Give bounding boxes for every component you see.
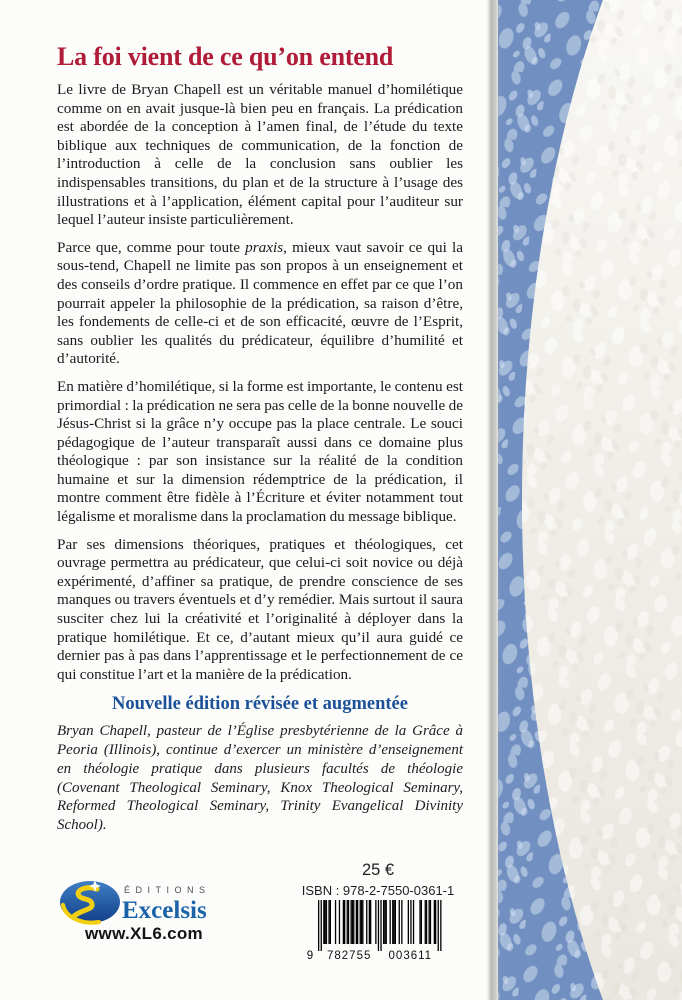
cover-side-band	[486, 0, 682, 1000]
body-paragraph: Par ses dimensions théoriques, pratiques et théologiques, cet ouvrage permettra au prédicateur, que celui-ci soit novice ou déjà expérimenté, d’affiner sa pratique, de prendre conscience de ses manques ou travers éventuels et d’y remédier. Mais surtout il saura susciter chez lui la créativité et l’originalité à déployer dans la pratique homilétique. Et ce, d’autant mieux qu’il aura guidé ce dernier pas à pas dans l’apprentissage et le perfectionnement de ce qui constitue l’art et la manière de la prédication.	[57, 535, 463, 683]
barcode-digit-group1: 782755	[327, 950, 372, 962]
price-label: 25 €	[361, 861, 395, 879]
spine-shadow	[486, 0, 501, 1000]
barcode-bars	[318, 900, 442, 951]
author-bio: Bryan Chapell, pasteur de l’Église presbytérienne de la Grâce à Peoria (Illinois), continue d’exercer un ministère d’enseignement en théologie pratique dans plusieurs facultés de théologie (Covenant Theological Seminary, Knox Theological Seminary, Reformed Theological Seminary, Trinity Evangelical Divinity School).	[57, 723, 463, 833]
book-title: La foi vient de ce qu’on entend	[57, 42, 394, 71]
body-paragraph: En matière d’homilétique, si la forme est importante, le contenu est primordial : la prédication ne sera pas celle de la bonne nouvelle de Jésus-Christ si la grâce n’y occupe pas la place centrale. Le souci pédagogique de l’auteur transparaît aussi dans ce domaine plus théologique : par son insistance sur la réalité de la condition humaine et sur la dimension rédemptrice de la prédication, il montre comment être fidèle à l’Écriture et éviter notamment tout légalisme et moralisme dans la proclamation du message biblique.	[57, 377, 463, 526]
barcode-digit-group2: 003611	[388, 950, 433, 962]
editions-label: ÉDITIONS	[124, 885, 211, 895]
ean-barcode	[306, 900, 442, 963]
body-paragraph: Le livre de Bryan Chapell est un véritable manuel d’homilétique comme on en avait jusque-là bien peu en français. La prédication est abordée de la conception à l’amen final, de l’étude du texte biblique aux techniques de communication, de la fonction de l’introduction à celle de la conclusion sans oublier les indispensables transitions, du plan et de la structure à l’usage des illustrations et à l’application, élément capital pour l’auditeur sur lequel l’auteur insiste particulièrement.	[57, 81, 463, 229]
body-paragraph: Parce que, comme pour toute praxis, mieux vaut savoir ce qui la sous-tend, Chapell ne limite pas son propos à un enseignement et des conseils d’ordre pratique. Il commence en effet par ce que l’on pourrait appeler la philosophie de la prédication, sa raison d’être, les fondements de celle-ci et de son efficacité, œuvre de l’Esprit, sans oublier les qualités du prédicateur, équilibre d’humilité et d’autorité.	[57, 238, 463, 368]
back-cover-text	[57, 40, 463, 835]
publisher-logo	[58, 878, 230, 926]
description-paragraphs	[57, 81, 463, 684]
excelsis-wordmark: Excelsis	[122, 897, 207, 924]
isbn-label: ISBN : 978-2-7550-0361-1	[301, 883, 455, 898]
publisher-website: www.XL6.com	[85, 924, 203, 943]
barcode-digit-lead: 9	[306, 950, 314, 962]
edition-subtitle: Nouvelle édition révisée et augmentée	[112, 694, 408, 715]
